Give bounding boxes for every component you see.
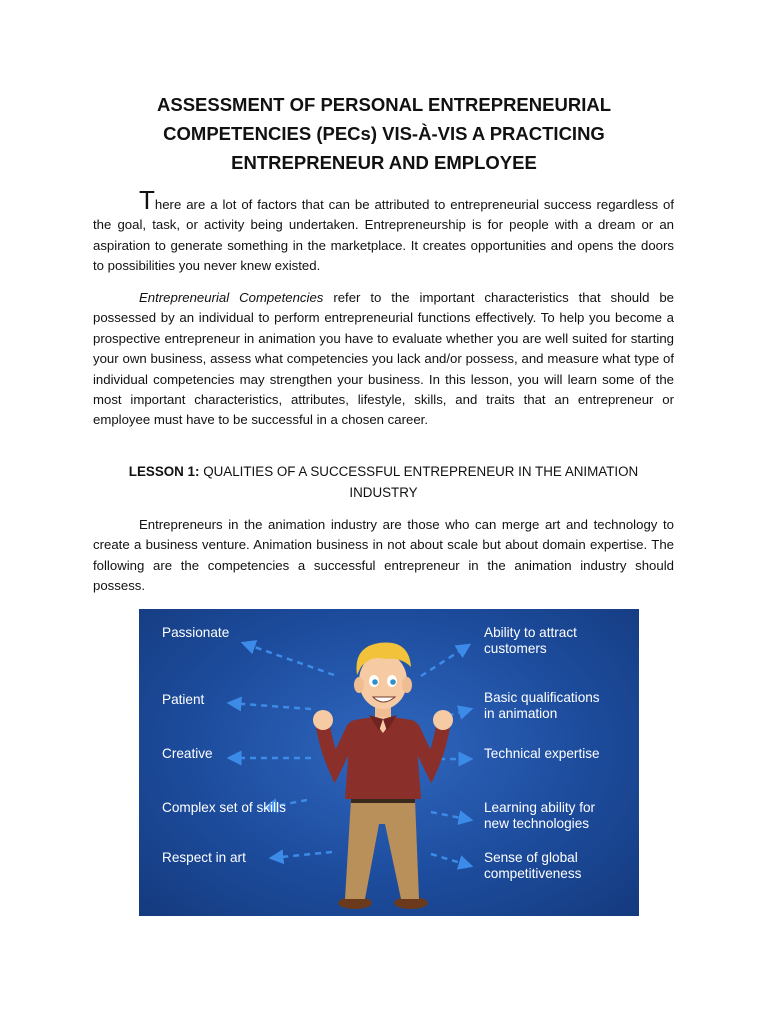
competencies-term: Entrepreneurial Competencies <box>139 290 324 305</box>
competencies-infographic <box>139 609 639 916</box>
lesson-paragraph <box>93 515 674 597</box>
label-creative: Creative <box>162 746 213 761</box>
intro-paragraph <box>93 185 674 277</box>
cartoon-entrepreneur-illustration <box>313 643 453 910</box>
lesson-text: Entrepreneurs in the animation industry are those who can merge art and technology to create a business venture. Animation business in not about scale but about domain expertise. The following are the competencies a successful entrepreneur in the animation industry should possess. <box>93 517 674 594</box>
arrow-patient <box>229 703 311 709</box>
label-global-competitiveness <box>484 850 581 882</box>
document-title <box>100 90 668 177</box>
lesson-title: QUALITIES OF A SUCCESSFUL ENTREPRENEUR IN THE ANIMATION INDUSTRY <box>199 464 639 500</box>
arrow-customers <box>421 645 469 676</box>
lesson-heading <box>93 461 674 503</box>
title-line-2: COMPETENCIES (PECs) VIS-À-VIS A PRACTICING <box>163 123 605 144</box>
label-technical-line-1: Technical expertise <box>484 746 600 761</box>
drop-cap: T <box>139 185 155 215</box>
competencies-text: refer to the important characteristics that should be possessed by an individual to perform entrepreneurial functions effectively. To help you become a prospective entrepreneur in animation you have to evaluate whether you are well suited for starting your own business, assess what competencies you lack and/or possess, and measure what type of individual competencies may strengthen your business. In this lesson, you will learn some of the most important characteristics, attributes, lifestyle, skills, and traits that an entrepreneur or employee must have to be successful in a chosen career. <box>93 290 674 428</box>
label-global-line-2: competitiveness <box>484 866 582 881</box>
label-learning-line-2: new technologies <box>484 816 590 831</box>
label-learning-line-1: Learning ability for <box>484 800 596 815</box>
arrow-global <box>431 854 471 866</box>
label-attract-line-1: Ability to attract <box>484 625 577 640</box>
label-qualifications-line-1: Basic qualifications <box>484 690 600 705</box>
label-respect-in-art: Respect in art <box>162 850 246 865</box>
label-patient: Patient <box>162 692 205 707</box>
arrow-respect <box>271 852 332 858</box>
label-qualifications-line-2: in animation <box>484 706 558 721</box>
intro-text: here are a lot of factors that can be attributed to entrepreneurial success regardless of the goal, task, or activity being undertaken. Entrepreneurship is for people with a dream or an aspiration to generate something in the marketplace. It creates opportunities and opens the doors to possibilities you never knew existed. <box>93 197 674 274</box>
arrow-passionate <box>243 643 334 675</box>
arrow-learning <box>431 812 471 820</box>
label-passionate: Passionate <box>162 625 230 640</box>
label-global-line-1: Sense of global <box>484 850 578 865</box>
competencies-paragraph <box>93 288 674 431</box>
label-attract-line-2: customers <box>484 641 547 656</box>
lesson-label: LESSON 1: <box>128 464 200 479</box>
title-line-1: ASSESSMENT OF PERSONAL ENTREPRENEURIAL <box>157 94 611 115</box>
label-attract-customers <box>484 625 577 657</box>
label-technical-expertise <box>484 746 600 762</box>
title-line-3: ENTREPRENEUR AND EMPLOYEE <box>231 152 537 173</box>
label-complex-skills: Complex set of skills <box>162 800 286 815</box>
label-learning-ability <box>484 800 595 832</box>
label-basic-qualifications <box>484 690 600 722</box>
